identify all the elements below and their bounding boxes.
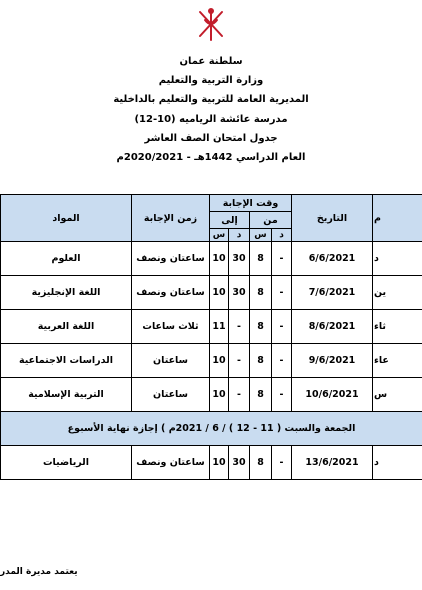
weekend-row	[1, 412, 422, 446]
cell-from-minute: -	[272, 242, 292, 276]
cell-day: ين	[373, 276, 422, 310]
cell-duration: ساعتان	[132, 344, 210, 378]
cell-to-minute: -	[229, 344, 250, 378]
cell-subject: الرياضيات	[1, 446, 132, 480]
header-to-hour: س	[210, 229, 229, 242]
cell-to-minute: -	[229, 378, 250, 412]
header-answer-time: وقت الإجابة	[210, 195, 292, 212]
exam-schedule-table	[0, 194, 422, 480]
cell-date: 8/6/2021	[292, 310, 373, 344]
cell-from-hour: 8	[250, 242, 272, 276]
cell-to-hour: 11	[210, 310, 229, 344]
cell-duration: ساعتان	[132, 378, 210, 412]
header-row-1	[1, 195, 422, 212]
cell-day: عاء	[373, 344, 422, 378]
cell-from-hour: 8	[250, 310, 272, 344]
cell-date: 10/6/2021	[292, 378, 373, 412]
cell-to-hour: 10	[210, 242, 229, 276]
cell-day: د	[373, 242, 422, 276]
table-row	[1, 242, 422, 276]
cell-to-hour: 10	[210, 276, 229, 310]
table-row	[1, 310, 422, 344]
cell-subject: اللغة الإنجليزية	[1, 276, 132, 310]
cell-to-hour: 10	[210, 446, 229, 480]
cell-duration: ساعتان ونصف	[132, 446, 210, 480]
cell-date: 6/6/2021	[292, 242, 373, 276]
cell-to-minute: 30	[229, 276, 250, 310]
header-country: سلطنة عمان	[179, 56, 243, 67]
cell-from-minute: -	[272, 310, 292, 344]
cell-duration: ساعتان ونصف	[132, 242, 210, 276]
table-row	[1, 344, 422, 378]
header-to-minute: د	[229, 229, 250, 242]
header-schedule-title: جدول امتحان الصف العاشر	[144, 132, 278, 144]
header-from-minute: د	[272, 229, 292, 242]
cell-duration: ساعتان ونصف	[132, 276, 210, 310]
header-from-hour: س	[250, 229, 272, 242]
cell-to-hour: 10	[210, 344, 229, 378]
cell-to-hour: 10	[210, 378, 229, 412]
cell-from-minute: -	[272, 276, 292, 310]
cell-from-hour: 8	[250, 446, 272, 480]
cell-from-minute: -	[272, 378, 292, 412]
cell-from-minute: -	[272, 344, 292, 378]
header-duration: زمن الإجابة	[132, 195, 210, 242]
cell-from-minute: -	[272, 446, 292, 480]
header-school: مدرسة عائشة الرياميه (10-12)	[134, 113, 288, 125]
header-to: إلى	[210, 212, 250, 229]
cell-subject: الدراسات الاجتماعية	[1, 344, 132, 378]
cell-from-hour: 8	[250, 276, 272, 310]
oman-emblem-icon	[196, 6, 226, 42]
cell-from-hour: 8	[250, 378, 272, 412]
cell-date: 7/6/2021	[292, 276, 373, 310]
header-date: التاريخ	[292, 195, 373, 242]
cell-to-minute: 30	[229, 242, 250, 276]
table-row	[1, 446, 422, 480]
cell-from-hour: 8	[250, 344, 272, 378]
cell-day: ثاء	[373, 310, 422, 344]
cell-subject: التربية الإسلامية	[1, 378, 132, 412]
cell-duration: ثلاث ساعات	[132, 310, 210, 344]
approval-signature-line: يعتمد مديرة المدر	[0, 567, 78, 577]
cell-day: د	[373, 446, 422, 480]
cell-day: س	[373, 378, 422, 412]
header-from: من	[250, 212, 292, 229]
cell-date: 9/6/2021	[292, 344, 373, 378]
header-ministry: وزارة التربية والتعليم	[158, 75, 264, 87]
cell-subject: العلوم	[1, 242, 132, 276]
header-subjects: المواد	[1, 195, 132, 242]
table-row	[1, 378, 422, 412]
weekend-note: الجمعة والسبت ( 11 - 12 ) / 6 / 2021م ) إجازة نهاية الأسبوع	[1, 412, 422, 446]
document-header	[40, 52, 382, 167]
table-row	[1, 276, 422, 310]
cell-subject: اللغة العربية	[1, 310, 132, 344]
header-day: م	[373, 195, 422, 242]
cell-to-minute: 30	[229, 446, 250, 480]
header-directorate: المديرية العامة للتربية والتعليم بالداخلية	[113, 94, 309, 106]
header-academic-year: العام الدراسي 1442هـ - 2020/2021م	[116, 152, 306, 164]
cell-to-minute: -	[229, 310, 250, 344]
cell-date: 13/6/2021	[292, 446, 373, 480]
